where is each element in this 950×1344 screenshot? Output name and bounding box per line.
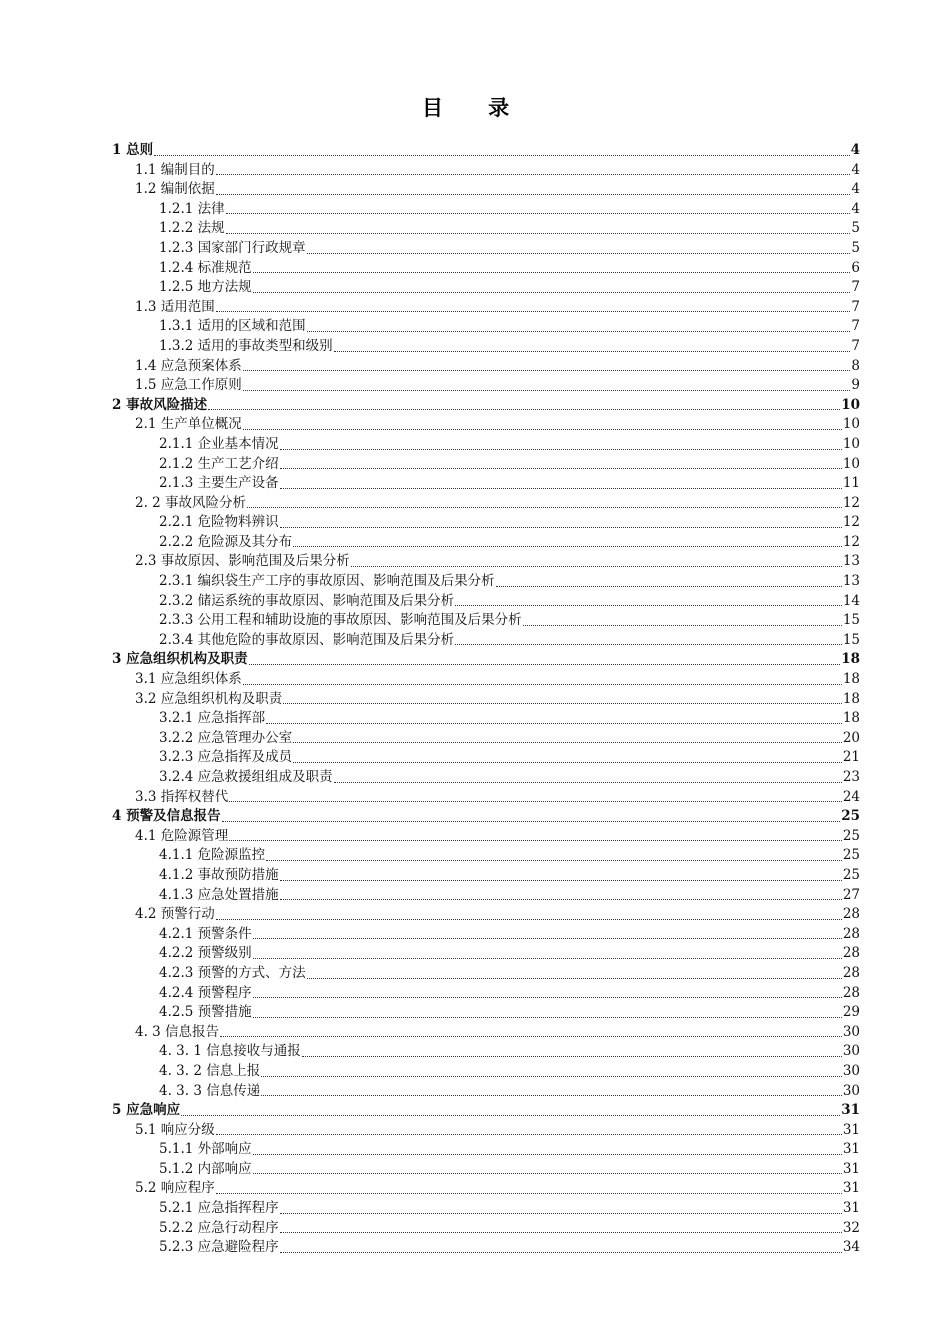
dot-leader	[334, 782, 842, 783]
toc-entry[interactable]	[112, 905, 860, 925]
toc-entry-page-number: 32	[842, 1219, 860, 1236]
toc-entry-page-number: 9	[851, 377, 860, 394]
toc-entry-label: 4. 3. 2 信息上报	[159, 1062, 261, 1079]
toc-entry-label: 2.1.1 企业基本情况	[159, 435, 279, 452]
toc-entry[interactable]	[112, 219, 860, 239]
toc-entry-page-number: 23	[842, 769, 860, 785]
toc-entry-page-number: 21	[842, 749, 860, 766]
toc-entry[interactable]	[112, 1023, 860, 1043]
dot-leader	[261, 1095, 842, 1096]
dot-leader	[280, 468, 842, 469]
toc-entry-label: 4. 3. 3 信息传递	[159, 1082, 261, 1099]
toc-title: 目 录	[421, 95, 528, 120]
toc-entry-label: 1.2.3 国家部门行政规章	[159, 239, 306, 256]
toc-entry[interactable]	[112, 611, 860, 631]
toc-entry-label: 4.2.3 预警的方式、方法	[159, 964, 306, 981]
toc-entry[interactable]	[112, 925, 860, 945]
toc-entry-page-number: 4	[850, 142, 860, 158]
toc-entry-page-number: 15	[842, 612, 860, 629]
toc-entry-label: 4.2.1 预警条件	[159, 925, 252, 942]
toc-entry[interactable]	[112, 1101, 860, 1121]
toc-entry-page-number: 6	[851, 259, 860, 276]
toc-entry[interactable]	[112, 357, 860, 377]
toc-entry[interactable]	[112, 631, 860, 651]
toc-entry-page-number: 28	[842, 945, 860, 962]
toc-entry-label: 5.2 响应程序	[135, 1180, 215, 1197]
dot-leader	[266, 860, 842, 861]
toc-entry[interactable]	[112, 807, 860, 827]
toc-entry[interactable]	[112, 141, 860, 161]
dot-leader	[293, 546, 842, 547]
toc-entry[interactable]	[112, 984, 860, 1004]
toc-entry[interactable]	[112, 964, 860, 984]
dot-leader	[229, 840, 842, 841]
toc-entry-label: 4 预警及信息报告	[112, 808, 221, 825]
toc-entry-label: 4. 3 信息报告	[135, 1023, 220, 1040]
toc-entry-label: 2.1.2 生产工艺介绍	[159, 455, 279, 472]
toc-entry-label: 3 应急组织机构及职责	[112, 651, 248, 668]
dot-leader	[455, 605, 842, 606]
dot-leader	[253, 292, 851, 293]
toc-entry-page-number: 28	[842, 964, 860, 981]
toc-entry-label: 1.3 适用范围	[135, 298, 215, 315]
toc-entry-page-number: 8	[851, 357, 860, 374]
dot-leader	[253, 1017, 842, 1018]
dot-leader	[307, 978, 842, 979]
toc-entry[interactable]	[112, 200, 860, 220]
dot-leader	[351, 566, 842, 567]
dot-leader	[216, 174, 851, 175]
toc-entry-label: 2.1 生产单位概况	[135, 416, 242, 433]
dot-leader	[280, 488, 842, 489]
toc-entry-page-number: 13	[842, 553, 860, 570]
toc-entry[interactable]	[112, 1003, 860, 1023]
toc-entry[interactable]	[112, 592, 860, 612]
toc-entry-page-number: 10	[842, 416, 860, 433]
toc-entry[interactable]	[112, 1121, 860, 1141]
toc-entry-label: 2. 2 事故风险分析	[135, 494, 247, 511]
table-of-contents	[112, 141, 860, 1258]
toc-entry-page-number: 7	[851, 279, 860, 296]
dot-leader	[216, 194, 851, 195]
toc-entry-page-number: 7	[851, 318, 860, 335]
dot-leader	[216, 919, 842, 920]
toc-entry-label: 1.4 应急预案体系	[135, 357, 242, 374]
dot-leader	[280, 1232, 842, 1233]
toc-entry-page-number: 12	[842, 514, 860, 531]
dot-leader	[280, 899, 842, 900]
toc-entry-page-number: 12	[842, 533, 860, 550]
toc-entry-label: 4.1 危险源管理	[135, 827, 229, 844]
dot-leader	[253, 938, 842, 939]
dot-leader	[243, 429, 842, 430]
toc-entry[interactable]	[112, 533, 860, 553]
toc-entry-page-number: 20	[842, 729, 860, 746]
dot-leader	[243, 370, 851, 371]
toc-entry-label: 4.1.1 危险源监控	[159, 847, 266, 864]
toc-entry-label: 2.3.1 编织袋生产工序的事故原因、影响范围及后果分析	[159, 573, 495, 590]
toc-entry-label: 4.2 预警行动	[135, 906, 215, 923]
toc-entry[interactable]	[112, 866, 860, 886]
toc-entry-label: 1.5 应急工作原则	[135, 377, 242, 394]
toc-entry[interactable]	[112, 1042, 860, 1062]
toc-entry-label: 1 总则	[112, 142, 154, 158]
dot-leader	[253, 997, 842, 998]
toc-entry-label: 1.2.1 法律	[159, 200, 225, 217]
toc-entry-label: 4.2.5 预警措施	[159, 1004, 252, 1021]
dot-leader	[266, 723, 842, 724]
toc-entry[interactable]	[112, 729, 860, 749]
toc-entry-label: 3.2.3 应急指挥及成员	[159, 749, 293, 766]
dot-leader	[253, 272, 851, 273]
toc-entry-label: 5 应急响应	[112, 1102, 181, 1119]
dot-leader	[280, 527, 842, 528]
toc-entry-page-number: 31	[842, 1121, 860, 1138]
dot-leader	[307, 253, 851, 254]
toc-entry[interactable]	[112, 650, 860, 670]
toc-entry-label: 5.1.2 内部响应	[159, 1160, 252, 1177]
toc-entry[interactable]	[112, 846, 860, 866]
toc-entry-page-number: 29	[842, 1004, 860, 1021]
toc-entry-page-number: 4	[851, 200, 860, 217]
dot-leader	[253, 1173, 842, 1174]
toc-entry-label: 2.2.2 危险源及其分布	[159, 533, 293, 550]
toc-entry-label: 5.2.1 应急指挥程序	[159, 1200, 279, 1217]
toc-entry[interactable]	[112, 748, 860, 768]
dot-leader	[280, 449, 842, 450]
toc-entry-page-number: 28	[842, 906, 860, 923]
toc-entry[interactable]	[112, 337, 860, 357]
toc-entry[interactable]	[112, 161, 860, 181]
toc-entry-page-number: 10	[842, 455, 860, 472]
dot-leader	[523, 625, 842, 626]
toc-entry[interactable]	[112, 259, 860, 279]
toc-entry-label: 4.2.4 预警程序	[159, 984, 252, 1001]
toc-entry[interactable]	[112, 239, 860, 259]
toc-entry-label: 5.2.3 应急避险程序	[159, 1239, 279, 1256]
toc-entry-page-number: 18	[842, 690, 860, 707]
toc-entry-page-number: 31	[842, 1160, 860, 1177]
toc-entry[interactable]	[112, 709, 860, 729]
toc-entry[interactable]	[112, 494, 860, 514]
toc-entry[interactable]	[112, 180, 860, 200]
toc-entry[interactable]	[112, 474, 860, 494]
toc-entry-page-number: 31	[841, 1102, 860, 1119]
dot-leader	[280, 1213, 842, 1214]
toc-entry-label: 2.1.3 主要生产设备	[159, 475, 279, 492]
toc-entry[interactable]	[112, 435, 860, 455]
dot-leader	[220, 1036, 842, 1037]
toc-entry-page-number: 18	[842, 710, 860, 727]
dot-leader	[216, 1193, 842, 1194]
toc-entry-page-number: 13	[842, 573, 860, 590]
toc-entry[interactable]	[112, 455, 860, 475]
dot-leader	[261, 1076, 842, 1077]
toc-entry[interactable]	[112, 1062, 860, 1082]
toc-entry-label: 2.3.3 公用工程和辅助设施的事故原因、影响范围及后果分析	[159, 612, 522, 629]
dot-leader	[208, 409, 840, 410]
toc-entry[interactable]	[112, 513, 860, 533]
toc-entry[interactable]	[112, 376, 860, 396]
toc-entry-label: 4.2.2 预警级别	[159, 945, 252, 962]
dot-leader	[455, 644, 842, 645]
toc-entry[interactable]	[112, 788, 860, 808]
toc-entry[interactable]	[112, 768, 860, 788]
dot-leader	[154, 155, 850, 156]
toc-entry[interactable]	[112, 1179, 860, 1199]
toc-entry[interactable]	[112, 1199, 860, 1219]
dot-leader	[496, 586, 842, 587]
toc-entry-page-number: 11	[842, 475, 860, 492]
dot-leader	[222, 821, 841, 822]
dot-leader	[226, 233, 851, 234]
toc-entry[interactable]	[112, 415, 860, 435]
dot-leader	[181, 1115, 840, 1116]
toc-entry[interactable]	[112, 1238, 860, 1258]
toc-entry-page-number: 18	[842, 671, 860, 688]
toc-entry-label: 2 事故风险描述	[112, 396, 208, 413]
dot-leader	[307, 331, 851, 332]
toc-entry-label: 1.2.4 标准规范	[159, 259, 252, 276]
toc-entry-label: 2.3.4 其他危险的事故原因、影响范围及后果分析	[159, 631, 455, 648]
toc-entry-page-number: 4	[851, 161, 860, 178]
dot-leader	[334, 351, 851, 352]
toc-entry-label: 1.2.5 地方法规	[159, 279, 252, 296]
toc-entry[interactable]	[112, 1082, 860, 1102]
dot-leader	[216, 311, 851, 312]
toc-entry[interactable]	[112, 1160, 860, 1180]
toc-entry[interactable]	[112, 317, 860, 337]
toc-entry-label: 5.1.1 外部响应	[159, 1141, 252, 1158]
dot-leader	[293, 762, 842, 763]
toc-entry-label: 3.2.2 应急管理办公室	[159, 729, 293, 746]
toc-entry[interactable]	[112, 552, 860, 572]
toc-entry-label: 1.2 编制依据	[135, 181, 215, 198]
toc-entry-label: 2.3 事故原因、影响范围及后果分析	[135, 553, 350, 570]
toc-entry-label: 2.2.1 危险物料辨识	[159, 514, 279, 531]
toc-entry-page-number: 14	[842, 592, 860, 609]
toc-entry-page-number: 30	[842, 1023, 860, 1040]
toc-entry-page-number: 25	[841, 808, 860, 825]
toc-entry-page-number: 10	[842, 435, 860, 452]
dot-leader	[280, 1252, 842, 1253]
toc-entry-label: 1.1 编制目的	[135, 161, 215, 178]
toc-entry-label: 4.1.3 应急处置措施	[159, 886, 279, 903]
toc-entry-label: 4. 3. 1 信息接收与通报	[159, 1043, 301, 1060]
toc-entry-page-number: 25	[842, 847, 860, 864]
dot-leader	[280, 880, 842, 881]
dot-leader	[293, 742, 842, 743]
toc-entry-page-number: 28	[842, 925, 860, 942]
toc-entry-label: 1.3.1 适用的区域和范围	[159, 318, 306, 335]
toc-entry-label: 3.1 应急组织体系	[135, 671, 242, 688]
toc-entry-label: 2.3.2 储运系统的事故原因、影响范围及后果分析	[159, 592, 455, 609]
dot-leader	[216, 1134, 842, 1135]
toc-entry-page-number: 18	[841, 651, 860, 668]
toc-entry-page-number: 31	[842, 1141, 860, 1158]
toc-entry-page-number: 7	[851, 337, 860, 354]
toc-entry[interactable]	[112, 690, 860, 710]
toc-entry-page-number: 24	[842, 788, 860, 805]
toc-entry-page-number: 25	[842, 866, 860, 883]
toc-entry-page-number: 28	[842, 984, 860, 1001]
toc-entry-label: 3.2 应急组织机构及职责	[135, 690, 283, 707]
toc-entry-page-number: 31	[842, 1200, 860, 1217]
toc-entry[interactable]	[112, 670, 860, 690]
toc-entry-page-number: 34	[842, 1239, 860, 1256]
dot-leader	[253, 1154, 842, 1155]
toc-entry[interactable]	[112, 886, 860, 906]
toc-entry-page-number: 15	[842, 631, 860, 648]
toc-entry[interactable]	[112, 278, 860, 298]
toc-entry[interactable]	[112, 944, 860, 964]
dot-leader	[302, 1056, 842, 1057]
dot-leader	[249, 664, 841, 665]
toc-entry[interactable]	[112, 396, 860, 416]
toc-entry-label: 3.3 指挥权替代	[135, 788, 229, 805]
toc-entry[interactable]	[112, 1140, 860, 1160]
toc-entry-page-number: 12	[842, 494, 860, 511]
toc-entry[interactable]	[112, 572, 860, 592]
toc-entry-page-number: 30	[842, 1062, 860, 1079]
toc-entry[interactable]	[112, 298, 860, 318]
toc-entry-label: 3.2.1 应急指挥部	[159, 710, 266, 727]
toc-entry-page-number: 4	[851, 181, 860, 198]
toc-entry-label: 1.2.2 法规	[159, 220, 225, 237]
toc-entry-label: 1.3.2 适用的事故类型和级别	[159, 337, 333, 354]
dot-leader	[247, 507, 842, 508]
toc-entry-label: 5.2.2 应急行动程序	[159, 1219, 279, 1236]
dot-leader	[226, 213, 851, 214]
dot-leader	[229, 801, 842, 802]
toc-entry-label: 3.2.4 应急救援组组成及职责	[159, 769, 333, 785]
toc-entry-page-number: 30	[842, 1082, 860, 1099]
toc-entry-page-number: 31	[842, 1180, 860, 1197]
toc-entry-page-number: 25	[842, 827, 860, 844]
toc-entry-page-number: 30	[842, 1043, 860, 1060]
dot-leader	[253, 958, 842, 959]
toc-entry-label: 4.1.2 事故预防措施	[159, 866, 279, 883]
toc-entry-page-number: 5	[851, 239, 860, 256]
dot-leader	[243, 390, 851, 391]
dot-leader	[283, 703, 842, 704]
toc-entry-page-number: 27	[842, 886, 860, 903]
toc-entry-page-number: 10	[841, 396, 860, 413]
toc-entry[interactable]	[112, 1219, 860, 1239]
toc-entry-page-number: 5	[851, 220, 860, 237]
toc-entry-page-number: 7	[851, 298, 860, 315]
toc-entry[interactable]	[112, 827, 860, 847]
dot-leader	[243, 684, 842, 685]
toc-entry-label: 5.1 响应分级	[135, 1121, 215, 1138]
